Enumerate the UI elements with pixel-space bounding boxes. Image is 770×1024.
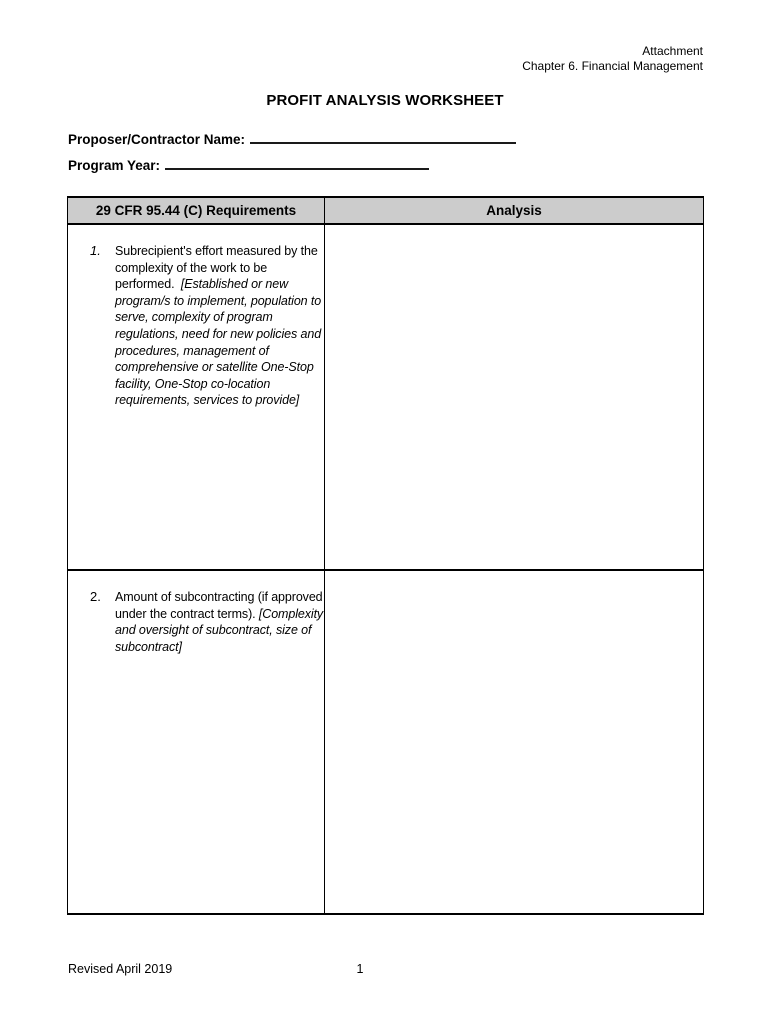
requirement-number-1: 1.: [90, 243, 101, 258]
chapter-line: Chapter 6. Financial Management: [522, 58, 703, 73]
requirement-body-2: Amount of subcontracting (if approved under the contract terms).: [115, 590, 323, 621]
analysis-cell-1[interactable]: [325, 224, 704, 570]
program-year-field: [68, 157, 429, 173]
page-title: PROFIT ANALYSIS WORKSHEET: [266, 92, 504, 109]
analysis-cell-2[interactable]: [325, 570, 704, 914]
table-header-row: [68, 197, 704, 224]
table-row: [68, 224, 704, 570]
attachment-header: [522, 44, 703, 73]
requirement-text-1: [115, 243, 325, 409]
requirement-number-2: 2.: [90, 589, 101, 604]
requirement-text-2: [115, 589, 325, 655]
analysis-column-header: Analysis: [325, 197, 704, 224]
program-year-label: Program Year:: [68, 158, 161, 173]
requirement-note-1: [Established or new program/s to implement, population to serve, complexity of program regulations, need for new policies and procedures, management of comprehensive or satellite One-Stop facility, One-Stop co-location requirements, services to provide]: [115, 277, 322, 408]
requirement-cell-1: [68, 224, 325, 570]
program-year-input-line[interactable]: [165, 157, 429, 170]
requirements-column-header: 29 CFR 95.44 (C) Requirements: [68, 197, 325, 224]
table-row: [68, 570, 704, 914]
attachment-line: Attachment: [642, 44, 703, 58]
requirements-table: [67, 196, 704, 915]
revision-note: Revised April 2019: [68, 962, 173, 976]
proposer-contractor-input-line[interactable]: [250, 131, 516, 144]
proposer-contractor-field: [68, 131, 516, 147]
requirement-cell-2: [68, 570, 325, 914]
proposer-contractor-label: Proposer/Contractor Name:: [68, 132, 246, 147]
requirement-note-2: [Complexity and oversight of subcontract, size of subcontract]: [115, 606, 324, 654]
requirement-body-1: Subrecipient's effort measured by the complexity of the work to be performed.: [115, 244, 318, 292]
page-number: 1: [356, 962, 364, 976]
